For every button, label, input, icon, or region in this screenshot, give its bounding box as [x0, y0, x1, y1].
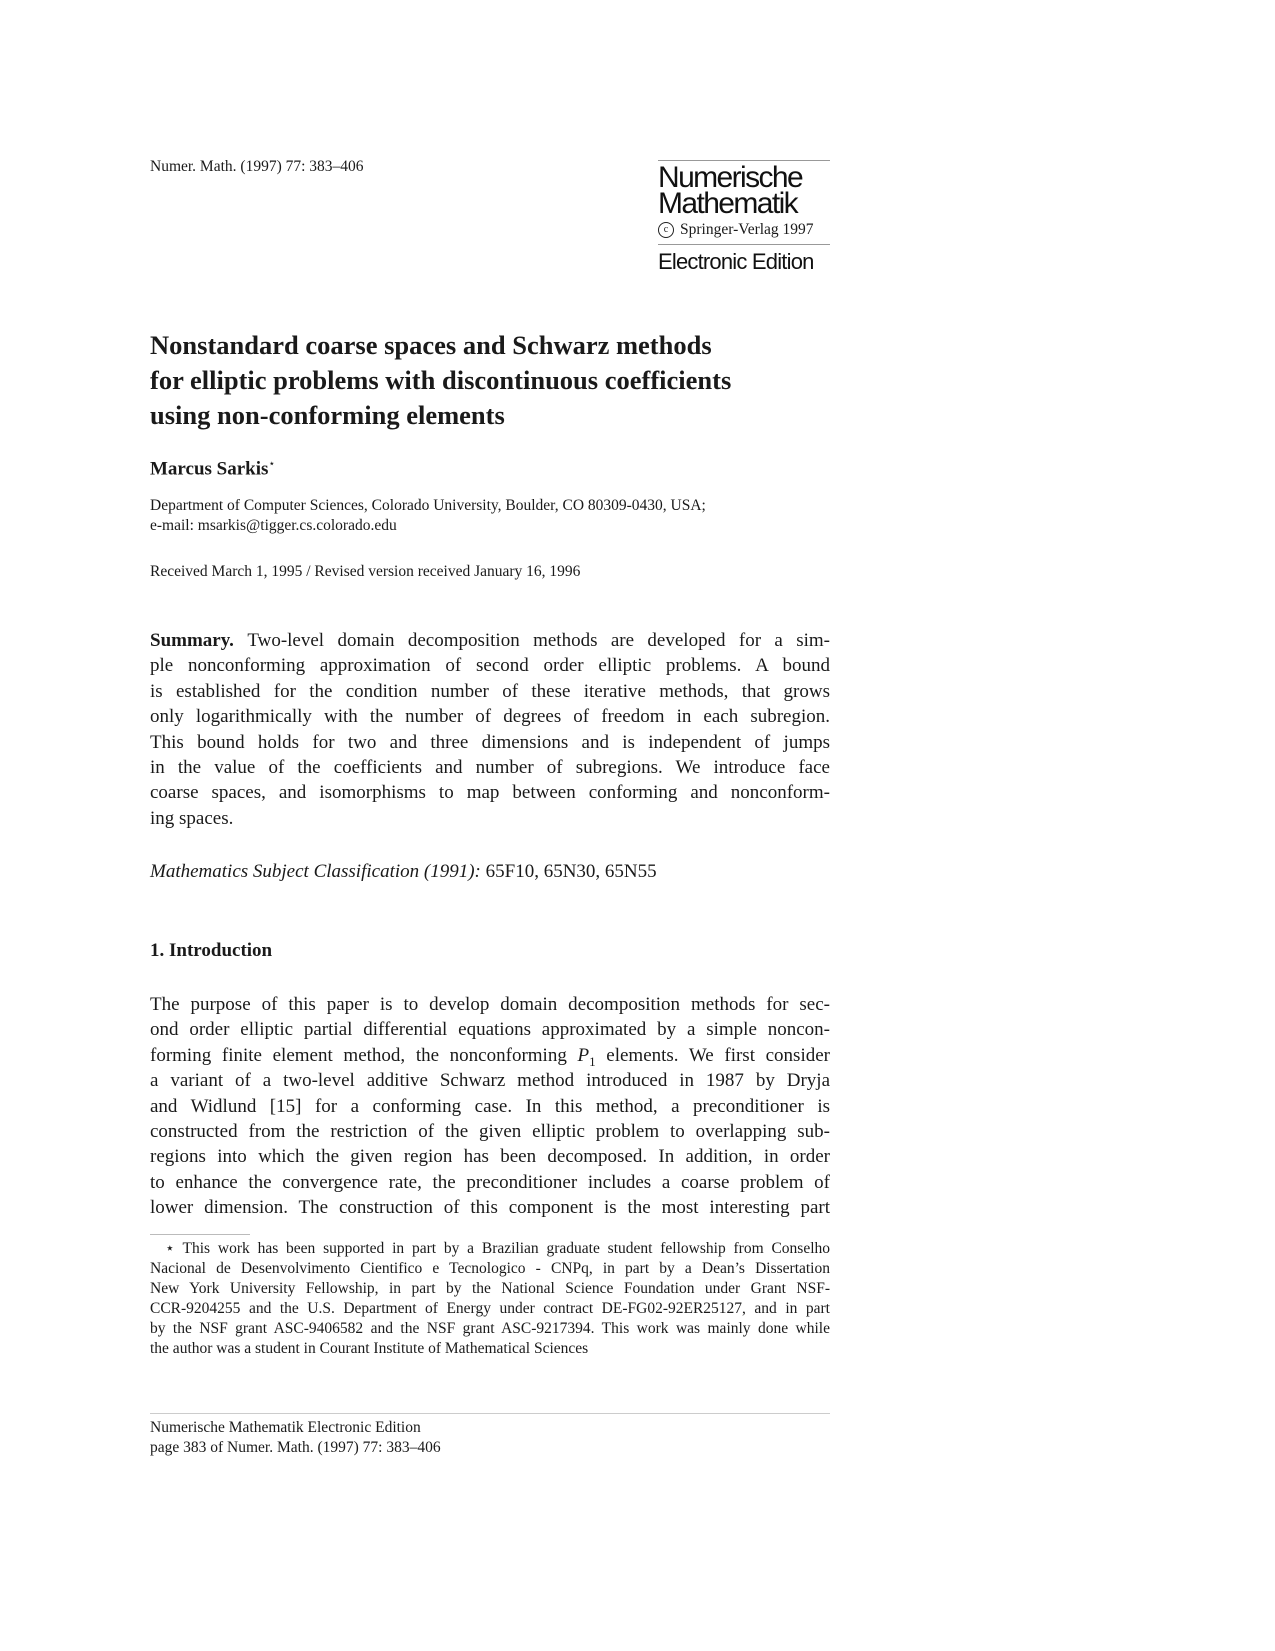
- summary-line: [150, 628, 830, 653]
- journal-logo: [658, 160, 830, 275]
- math-subscript: 1: [589, 1053, 596, 1069]
- footnote-line: by the NSF grant ASC-9406582 and the NSF grant ASC-9217394. This work was mainly done while: [150, 1320, 830, 1337]
- affiliation-line: e-mail: msarkis@tigger.cs.colorado.edu: [150, 517, 397, 534]
- summary-first-line-text: Two-level domain decomposition methods are developed for a sim-: [247, 630, 831, 651]
- math-symbol-p: P: [577, 1044, 590, 1066]
- page-footer: [150, 1418, 441, 1458]
- msc-label: Mathematics Subject Classification (1991):: [150, 861, 481, 882]
- copyright-text: Springer-Verlag 1997: [680, 221, 814, 238]
- introduction-paragraph: [150, 992, 830, 1221]
- intro-line-pre: forming finite element method, the nonconforming: [150, 1044, 578, 1066]
- footer-line: page 383 of Numer. Math. (1997) 77: 383–406: [150, 1439, 441, 1456]
- summary-line: This bound holds for two and three dimensions and is independent of jumps: [150, 731, 830, 753]
- intro-line-post: elements. We first consider: [595, 1044, 830, 1066]
- title-line: using non-conforming elements: [150, 400, 505, 430]
- copyright-line: [658, 221, 830, 239]
- summary-label: Summary.: [150, 630, 234, 651]
- summary-line: is established for the condition number of these iterative methods, that grows: [150, 680, 830, 702]
- edition-label: Electronic Edition: [658, 249, 814, 274]
- footnote-line: CCR-9204255 and the U.S. Department of Energy under contract DE-FG02-92ER25127, and in part: [150, 1300, 830, 1317]
- footnote-mark: ⋆: [165, 1240, 175, 1257]
- affiliation: [150, 496, 706, 536]
- footnote-line: [150, 1239, 830, 1259]
- intro-line: lower dimension. The construction of this component is the most interesting part: [150, 1197, 830, 1219]
- author-footnote-mark: ⋆: [268, 458, 276, 470]
- summary-line: in the value of the coefficients and number of subregions. We introduce face: [150, 756, 830, 778]
- intro-line: ond order elliptic partial differential equations approximated by a simple noncon-: [150, 1019, 830, 1041]
- paper-page: [150, 0, 830, 1651]
- copyright-icon: c: [658, 222, 674, 238]
- summary-line: coarse spaces, and isomorphisms to map between conforming and nonconform-: [150, 782, 830, 804]
- msc-codes: 65F10, 65N30, 65N55: [485, 861, 657, 882]
- footnote-line: Nacional de Desenvolvimento Cientifico e Tecnologico - CNPq, in part by a Dean’s Dissertation: [150, 1260, 830, 1277]
- summary-line: ple nonconforming approximation of second order elliptic problems. A bound: [150, 655, 830, 677]
- intro-line: constructed from the restriction of the given elliptic problem to overlapping sub-: [150, 1120, 830, 1142]
- summary-line: ing spaces.: [150, 807, 234, 829]
- intro-line: The purpose of this paper is to develop domain decomposition methods for sec-: [150, 994, 830, 1015]
- logo-bottom-rule: [658, 244, 830, 245]
- footer-rule: [150, 1413, 830, 1414]
- logo-line-1: Numerische: [658, 161, 803, 194]
- summary-line: only logarithmically with the number of degrees of freedom in each subregion.: [150, 706, 830, 728]
- logo-title: [658, 161, 830, 220]
- intro-line: a variant of a two-level additive Schwarz method introduced in 1987 by Dryja: [150, 1070, 830, 1092]
- author-text: Marcus Sarkis: [150, 458, 269, 480]
- logo-line-2: Mathematik: [658, 187, 798, 220]
- intro-line: and Widlund [15] for a conforming case. In this method, a preconditioner is: [150, 1095, 830, 1117]
- received-dates: Received March 1, 1995 / Revised version received January 16, 1996: [150, 563, 581, 580]
- footnote-line: the author was a student in Courant Institute of Mathematical Sciences: [150, 1340, 589, 1357]
- intro-line: to enhance the convergence rate, the preconditioner includes a coarse problem of: [150, 1171, 830, 1193]
- title-line: Nonstandard coarse spaces and Schwarz methods: [150, 330, 712, 360]
- intro-line: [150, 1043, 830, 1068]
- paper-title: [150, 328, 830, 433]
- intro-line: regions into which the given region has been decomposed. In addition, in order: [150, 1146, 830, 1168]
- msc-classification: [150, 861, 657, 883]
- footnote-first-text: This work has been supported in part by a Brazilian graduate student fellowship from Conselho: [182, 1240, 831, 1257]
- affiliation-line: Department of Computer Sciences, Colorado University, Boulder, CO 80309-0430, USA;: [150, 497, 706, 514]
- footnote-rule: [150, 1234, 250, 1235]
- footer-line: Numerische Mathematik Electronic Edition: [150, 1419, 421, 1436]
- journal-reference: Numer. Math. (1997) 77: 383–406: [150, 158, 364, 175]
- title-line: for elliptic problems with discontinuous coefficients: [150, 365, 732, 395]
- author-name: [150, 457, 275, 480]
- footnote: [150, 1239, 830, 1359]
- summary-paragraph: [150, 628, 830, 831]
- section-heading: 1. Introduction: [150, 940, 273, 961]
- footnote-line: New York University Fellowship, in part by the National Science Foundation under Grant NSF-: [150, 1280, 830, 1297]
